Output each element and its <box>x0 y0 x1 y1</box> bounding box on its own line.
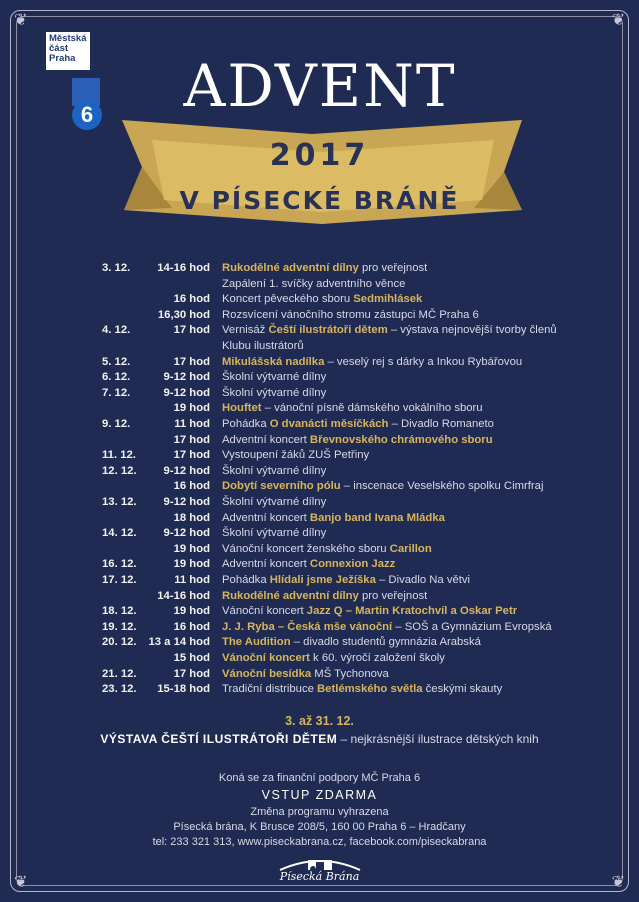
event-text: – veselý rej s dárky a Inkou Rybářovou <box>324 355 523 368</box>
event-highlight: Connexion Jazz <box>309 558 396 571</box>
event-description <box>222 510 445 526</box>
event-description <box>222 650 445 666</box>
event-highlight: Sedmihlásek <box>353 293 423 306</box>
entry-text: VSTUP ZDARMA <box>261 788 378 802</box>
event-date: 6. 12. <box>102 371 131 384</box>
event-time: 9-12 hod <box>163 464 210 477</box>
event-text: českými skauty <box>422 683 503 696</box>
event-date: 23. 12. <box>102 683 137 696</box>
event-description <box>222 666 389 682</box>
year: 2017 <box>269 138 370 173</box>
event-date: 4. 12. <box>102 324 131 337</box>
event-highlight: J. J. Ryba – Česká mše vánoční <box>222 620 393 633</box>
exhibition-line <box>0 732 639 746</box>
exhibition-title: VÝSTAVA ČEŠTÍ ILUSTRÁTOŘI DĚTEM <box>100 732 338 746</box>
event-date: 12. 12. <box>102 464 137 477</box>
event-text: Školní výtvarné dílny <box>222 386 327 399</box>
event-text: – Divadlo Na větvi <box>375 574 471 586</box>
event-time: 15-18 hod <box>157 683 210 696</box>
event-time: 17 hod <box>173 324 210 337</box>
event-text: Klubu ilustrátorů <box>222 340 304 352</box>
event-highlight: Dobytí severního pólu <box>222 480 341 493</box>
corner-ornament-icon: ❦ <box>14 10 28 29</box>
exhibition-subtitle: – nejkrásnější ilustrace dětských knih <box>337 732 539 746</box>
page-title: ADVENT <box>183 52 457 120</box>
event-highlight: Vánoční koncert <box>222 652 310 664</box>
event-highlight: Hlídali jsme Ježíška <box>269 574 376 586</box>
event-time: 14-16 hod <box>157 589 210 602</box>
event-date: 20. 12. <box>102 636 137 649</box>
event-text: Rozsvícení vánočního stromu zástupci MČ Praha 6 <box>222 308 479 321</box>
event-description <box>222 338 304 354</box>
event-description <box>222 291 422 307</box>
event-highlight: Carillon <box>389 542 432 555</box>
venue-title: V PÍSECKÉ BRÁNĚ <box>179 186 460 215</box>
praha6-logo <box>46 32 130 127</box>
event-time: 17 hod <box>173 355 210 368</box>
event-text: – divadlo studentů gymnázia Arabská <box>290 636 481 649</box>
event-date: 11. 12. <box>102 449 136 462</box>
event-text: MŠ Tychonova <box>311 667 389 680</box>
event-time: 9-12 hod <box>163 386 210 399</box>
event-highlight: Betlémského světla <box>317 683 423 696</box>
event-description <box>222 400 483 416</box>
event-description <box>222 478 543 494</box>
event-time: 16,30 hod <box>157 308 210 321</box>
event-time: 16 hod <box>173 293 210 306</box>
event-time: 13 a 14 hod <box>148 636 210 649</box>
brand-name: Písecká Brána <box>279 870 360 883</box>
event-text: Školní výtvarné dílny <box>222 527 327 540</box>
event-description <box>222 525 326 541</box>
event-highlight: The Audition <box>222 636 291 649</box>
event-time: 16 hod <box>173 620 210 633</box>
event-description <box>222 447 369 463</box>
event-time: 9-12 hod <box>163 496 210 508</box>
event-description <box>222 276 405 292</box>
event-description <box>222 322 557 338</box>
event-time: 17 hod <box>173 449 210 462</box>
event-date: 13. 12. <box>102 496 137 508</box>
logo-number: 6 <box>72 100 102 130</box>
event-highlight: Houftet <box>222 402 262 415</box>
event-description <box>222 556 395 572</box>
corner-ornament-icon: ❦ <box>14 872 28 891</box>
event-time: 11 hod <box>174 574 210 586</box>
event-text: Pohádka <box>222 574 270 586</box>
event-text: – vánoční písně dámského vokálního sboru <box>261 402 483 415</box>
event-time: 14-16 hod <box>157 262 210 274</box>
event-highlight: Mikulášská nadílka <box>222 355 325 368</box>
event-text: Školní výtvarné dílny <box>222 371 327 384</box>
event-text: Adventní koncert <box>222 558 310 571</box>
event-date: 18. 12. <box>102 605 137 618</box>
event-description <box>222 619 552 635</box>
event-highlight: Rukodělné adventní dílny <box>222 262 359 274</box>
event-text: Vánoční koncert <box>222 605 307 618</box>
event-highlight: O dvanácti měsíčkách <box>269 418 389 430</box>
event-time: 18 hod <box>173 511 210 524</box>
event-text: – SOŠ a Gymnázium Evropská <box>392 620 552 633</box>
event-text: Školní výtvarné dílny <box>222 496 327 508</box>
event-highlight: Vánoční besídka <box>222 667 312 680</box>
event-time: 17 hod <box>173 433 210 446</box>
event-time: 19 hod <box>173 542 210 555</box>
event-description <box>222 681 502 697</box>
event-time: 19 hod <box>173 605 210 618</box>
event-highlight: Banjo band Ivana Mládka <box>309 511 445 524</box>
event-text: Adventní koncert <box>222 433 310 446</box>
event-description <box>222 432 493 448</box>
event-text: pro veřejnost <box>358 262 428 274</box>
event-description <box>222 260 427 276</box>
event-description <box>222 541 432 557</box>
event-text: pro veřejnost <box>358 589 428 602</box>
event-text: – inscenace Veselského spolku Cimrfraj <box>340 480 544 493</box>
event-date: 19. 12. <box>102 620 137 633</box>
event-text: Vernisáž <box>222 324 269 337</box>
event-time: 19 hod <box>173 558 210 571</box>
contact-text: tel: 233 321 313, www.piseckabrana.cz, facebook.com/piseckabrana <box>152 836 487 848</box>
event-description <box>222 307 479 323</box>
event-text: Zapálení 1. svíčky adventního věnce <box>222 277 406 290</box>
event-date: 16. 12. <box>102 558 137 571</box>
event-description <box>222 494 326 510</box>
event-description <box>222 588 427 604</box>
event-description <box>222 385 326 401</box>
event-date: 21. 12. <box>102 667 137 680</box>
corner-ornament-icon: ❦ <box>611 872 625 891</box>
event-text: Školní výtvarné dílny <box>222 464 327 477</box>
ribbon-banner <box>112 112 532 242</box>
logo-text-box: Městská část Praha <box>46 32 90 70</box>
event-text: – výstava nejnovější tvorby členů <box>387 324 557 337</box>
change-text: Změna programu vyhrazena <box>250 806 389 818</box>
support-text: Koná se za finanční podpory MČ Praha 6 <box>218 772 421 784</box>
event-date: 9. 12. <box>102 418 131 430</box>
event-text: Koncert pěveckého sboru <box>222 293 354 306</box>
event-description <box>222 416 494 432</box>
event-date: 14. 12. <box>102 527 137 540</box>
event-description <box>222 634 481 650</box>
event-date: 7. 12. <box>102 386 131 399</box>
event-text: Adventní koncert <box>222 511 310 524</box>
event-time: 16 hod <box>173 480 210 493</box>
event-time: 9-12 hod <box>163 527 210 540</box>
event-time: 19 hod <box>173 402 210 415</box>
address-text: Písecká brána, K Brusce 208/5, 160 00 Praha 6 – Hradčany <box>173 821 466 833</box>
event-description <box>222 572 470 588</box>
event-text: – Divadlo Romaneto <box>388 418 494 430</box>
event-text: Vánoční koncert ženského sboru <box>222 542 390 555</box>
event-time: 15 hod <box>173 652 210 664</box>
event-date: 5. 12. <box>102 355 131 368</box>
event-time: 11 hod <box>174 418 210 430</box>
event-time: 9-12 hod <box>163 371 210 384</box>
event-date: 3. 12. <box>102 262 131 274</box>
corner-ornament-icon: ❦ <box>611 10 625 29</box>
event-text: Pohádka <box>222 418 270 430</box>
event-description <box>222 463 326 479</box>
event-highlight: Čeští ilustrátoři dětem <box>268 324 388 337</box>
event-text: k 60. výročí založení školy <box>309 652 445 664</box>
event-text: Tradiční distribuce <box>222 683 318 696</box>
event-highlight: Jazz Q – Martin Kratochvíl a Oskar Petr <box>306 605 518 618</box>
event-description <box>222 354 522 370</box>
event-text: Vystoupení žáků ZUŠ Petřiny <box>222 449 370 462</box>
event-date: 17. 12. <box>102 574 137 586</box>
event-highlight: Rukodělné adventní dílny <box>222 589 359 602</box>
event-description <box>222 369 326 385</box>
event-description <box>222 603 517 619</box>
event-time: 17 hod <box>173 667 210 680</box>
event-highlight: Břevnovského chrámového sboru <box>309 433 493 446</box>
exhibition-dates: 3. až 31. 12. <box>285 714 354 728</box>
